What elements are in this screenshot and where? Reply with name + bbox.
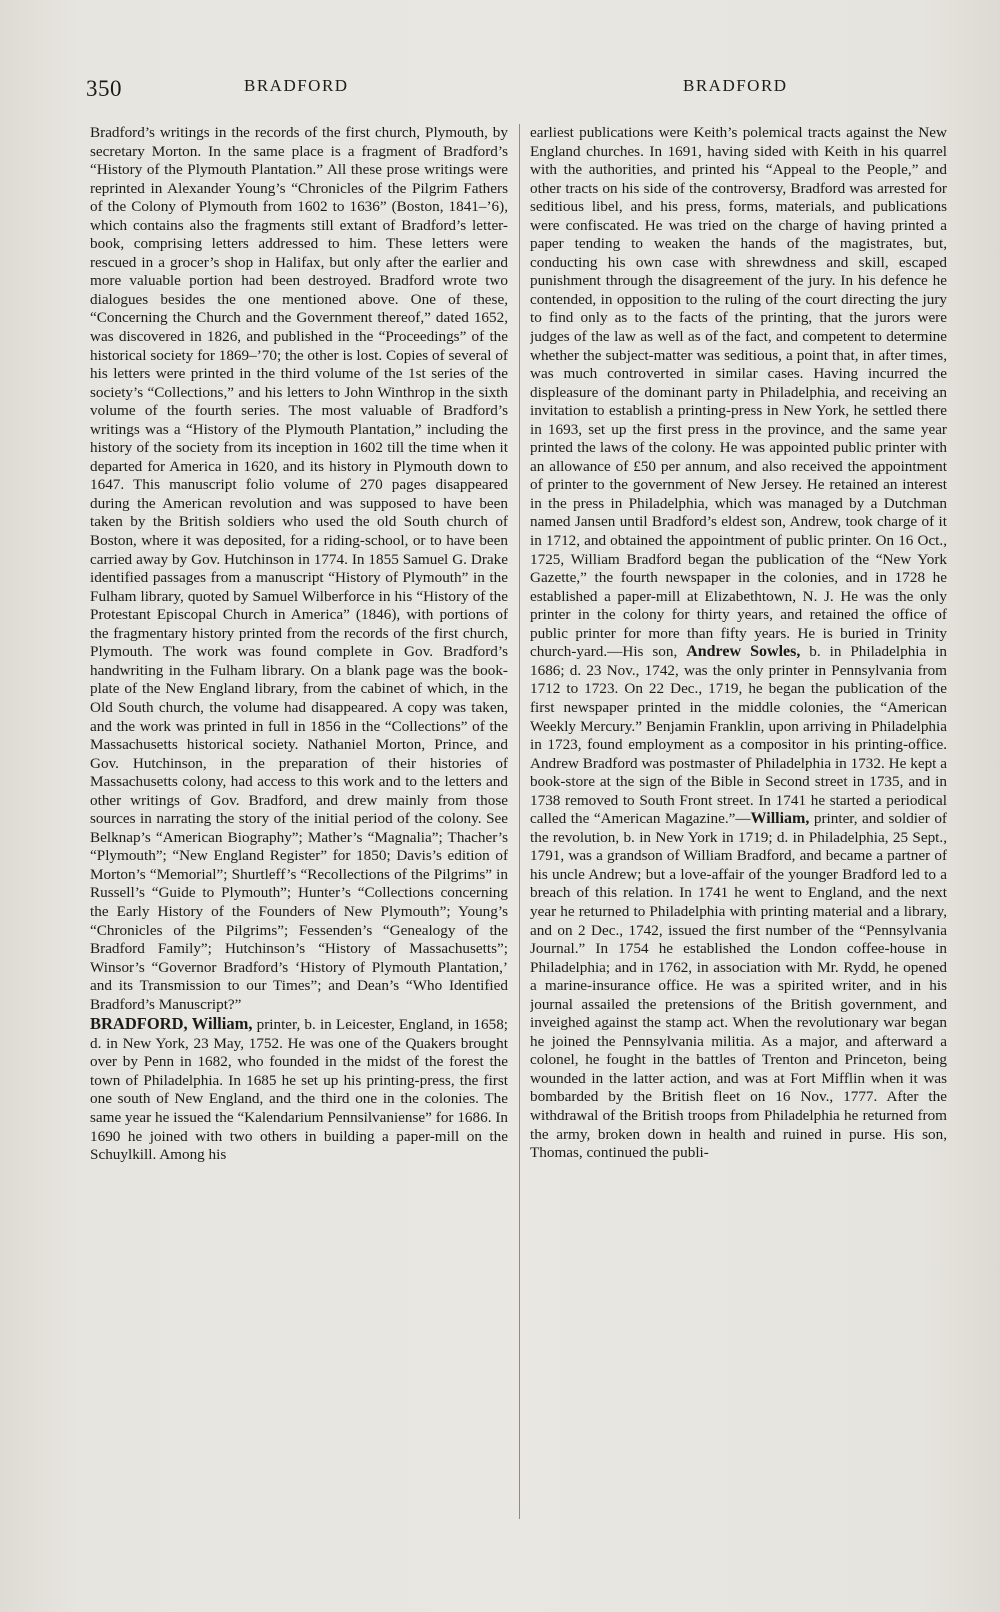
running-head-right: BRADFORD — [683, 76, 788, 95]
entry-headword: BRADFORD, William, — [90, 1014, 253, 1034]
right-column — [530, 124, 947, 1594]
subhead-andrew-sowles: Andrew Sowles, — [686, 643, 801, 661]
left-column — [90, 124, 508, 1594]
subhead-william: William, — [750, 810, 810, 828]
entry-william-bradford — [90, 1015, 508, 1164]
page-number: 350 — [86, 76, 122, 101]
entry-text: printer, b. in Leicester, England, in 1658; d. in New York, 23 May, 1752. He was one of the Quakers brought over by Penn in 1682, who founded in the midst of the forest the town of Philadelphia. In 1685 he set up his printing-press, the first one south of New England, and the third one in the colonies. The same year he issued the “Kalendarium Pennsilvaniense” for 1686. In 1690 he joined with two others in building a paper-mill on the Schuylkill. Among his — [90, 1016, 508, 1164]
right-text-3: printer, and soldier of the revolution, b. in New York in 1719; d. in Philadelphia, 25 Sept., 1791, was a grandson of William Bradford, and became a partner of his uncle Andrew; but a love-affair of the younger Bradford led to a breach of this relation. In 1741 he went to England, and the next year he returned to Philadelphia with printing material and a library, and on 2 Dec., 1742, issued the first number of the “Pennsylvania Journal.” In 1754 he established the London coffee-house in Philadelphia; and in 1762, in association with Mr. Rydd, he opened a marine-insurance office. He was a spirited writer, and in his journal assailed the pretensions of the British government, and inveighed against the stamp act. When the revolutionary war began he joined the Pennsylvania militia. As a major, and afterward a colonel, he fought in the battles of Trenton and Princeton, being wounded in the latter action, and was at Fort Mifflin when it was bombarded by the British fleet on 16 Nov., 1777. After the withdrawal of the British troops from Philadelphia he returned from the army, broken down in health and ruined in purse. His son, Thomas, continued the publi- — [530, 810, 947, 1162]
column-divider — [519, 124, 520, 1519]
right-text-2: b. in Philadelphia in 1686; d. 23 Nov., 1742, was the only printer in Pennsylvania from 1712 to 1723. On 22 Dec., 1719, he began the publication of the first newspaper printed in the middle colonies, the “American Weekly Mercury.” Benjamin Franklin, upon arriving in Philadelphia in 1723, found employment as a compositor in his printing-office. Andrew Bradford was postmaster of Philadelphia in 1732. He kept a book-store at the sign of the Bible in Second street in 1735, and in 1738 removed to South Front street. In 1741 he started a periodical called the “American Magazine.”— — [530, 643, 947, 828]
page-header — [0, 76, 1000, 104]
right-text-1: earliest publications were Keith’s polemical tracts against the New England churches. In 1691, having sided with Keith in his quarrel with the authorities, and printed his “Appeal to the People,” and other tracts on his side of the controversy, Bradford was arrested for seditious libel, and his press, forms, materials, and publications were confiscated. He was tried on the charge of having printed a paper tending to weaken the hands of the magistrates, but, conducting his own case with shrewdness and skill, escaped punishment through the disagreement of the jury. In his defence he contended, in opposition to the ruling of the court directing the jury to find only as to the facts of the printing, that the jurors were judges of the law as well as of the fact, and competent to determine whether the subject-matter was seditious, a point that, in after times, was much controverted in similar cases. Having incurred the displeasure of the dominant party in Philadelphia, and receiving an invitation to establish a printing-press in New York, he settled there in 1693, set up the first press in the province, and the same year printed the laws of the colony. He was appointed public printer with an allowance of £50 per annum, and also received the appointment of printer to the government of New Jersey. He retained an interest in the press in Philadelphia, which was managed by a Dutchman named Jansen until Bradford’s eldest son, Andrew, took charge of it in 1712, and obtained the appointment of public printer. On 16 Oct., 1725, William Bradford began the publication of the “New York Gazette,” the fourth newspaper in the colonies, and in 1728 he established a paper-mill at Elizabethtown, N. J. He was the only printer in the colony for thirty years, and retained the office of public printer for more than fifty years. He is buried in Trinity church-yard.—His son, — [530, 124, 947, 661]
running-head-left: BRADFORD — [244, 76, 349, 95]
continued-paragraph: Bradford’s writings in the records of the first church, Plymouth, by secretary Morton. In the same place is a fragment of Bradford’s “History of the Plymouth Plantation.” All these prose writings were reprinted in Alexander Young’s “Chronicles of the Pilgrim Fathers of the Colony of Plymouth from 1602 to 1636” (Boston, 1841–’6), which contains also the fragments still extant of Bradford’s letter-book, comprising letters addressed to him. These letters were rescued in a grocer’s shop in Halifax, but only after the earlier and more valuable portion had been destroyed. Bradford wrote two dialogues besides the one mentioned above. One of these, “Concerning the Church and the Government thereof,” dated 1652, was discovered in 1826, and published in the “Proceedings” of the historical society for 1869–’70; the other is lost. Copies of several of his letters were printed in the third volume of the 1st series of the society’s “Collections,” and his letters to John Winthrop in the sixth volume of the fourth series. The most valuable of Bradford’s writings was a “History of the Plymouth Plantation,” including the history of the society from its inception in 1602 till the time when it departed for America in 1620, and its history in Plymouth down to 1647. This manuscript folio volume of 270 pages disappeared during the American revolution and was supposed to have been taken by the British soldiers who used the old South church of Boston, where it was deposited, for a riding-school, or to have been carried away by Gov. Hutchinson in 1774. In 1855 Samuel G. Drake identified passages from a manuscript “History of Plymouth” in the Fulham library, quoted by Samuel Wilberforce in his “History of the Protestant Episcopal Church in America” (1846), with portions of the fragmentary history printed from the records of the first church, Plymouth. The work was found complete in Gov. Bradford’s handwriting in the Fulham library. On a blank page was the book-plate of the New England library, from the cabinet of which, in the Old South church, the volume had disappeared. A copy was taken, and the work was printed in full in 1856 in the “Collections” of the Massachusetts historical society. Nathaniel Morton, Prince, and Gov. Hutchinson, in the preparation of their histories of Massachusetts colony, had access to this work and to the letters and other writings of Gov. Bradford, and drew mainly from those sources in narrating the story of the initial period of the colony. See Belknap’s “American Biography”; Mather’s “Magnalia”; Thacher’s “Plymouth”; “New England Register” for 1850; Davis’s edition of Morton’s “Memorial”; Shurtleff’s “Recollections of the Pilgrims” in Russell’s “Guide to Plymouth”; Hunter’s “Collections concerning the Early History of the Founders of New Plymouth”; Young’s “Chronicles of the Pilgrims”; Fessenden’s “Genealogy of the Bradford Family”; Hutchinson’s “History of Massachusetts”; Winsor’s “Governor Bradford’s ‘History of Plymouth Plantation,’ and its Transmission to our Times”; and Dean’s “Who Identified Bradford’s Manuscript?” — [90, 124, 508, 1013]
right-paragraph — [530, 124, 947, 1163]
